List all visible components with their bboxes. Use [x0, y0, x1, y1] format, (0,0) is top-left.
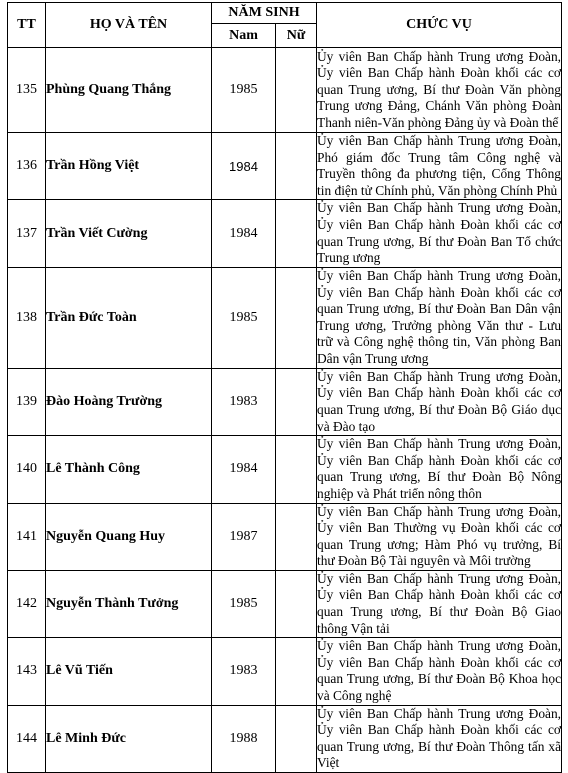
birth-year-female — [276, 368, 317, 435]
member-position: Ủy viên Ban Chấp hành Trung ương Đoàn, Ủy viên Ban Thường vụ Đoàn khối các cơ quan Trung ương; Hàm Phó vụ trưởng, Bí thư Đoàn Bộ Tài nguyên và Môi trường — [317, 503, 562, 570]
row-number: 142 — [8, 570, 46, 637]
table-row — [8, 503, 562, 570]
header-tt: TT — [8, 3, 46, 48]
member-position: Ủy viên Ban Chấp hành Trung ương Đoàn, Ủy viên Ban Chấp hành Đoàn khối các cơ quan Trung ương, Bí thư Đoàn Bộ Nông nghiệp và Phát triển nông thôn — [317, 436, 562, 503]
birth-year-male: 1984 — [212, 133, 276, 200]
member-position: Ủy viên Ban Chấp hành Trung ương Đoàn, Ủy viên Ban Chấp hành Đoàn khối các cơ quan Trung ương, Bí thư Đoàn Bộ Giao thông Vận tải — [317, 570, 562, 637]
birth-year-male: 1985 — [212, 48, 276, 133]
table-row — [8, 368, 562, 435]
row-number: 140 — [8, 436, 46, 503]
member-position: Ủy viên Ban Chấp hành Trung ương Đoàn, Ủy viên Ban Chấp hành Đoàn khối các cơ quan Trung ương, Bí thư Đoàn Thông tấn xã Việt — [317, 705, 562, 772]
row-number: 138 — [8, 267, 46, 368]
member-position: Ủy viên Ban Chấp hành Trung ương Đoàn, Ủy viên Ban Chấp hành Đoàn khối các cơ quan Trung ương, Bí thư Đoàn Ban Dân vận Trung ương, Trưởng phòng Văn thư - Lưu trữ và Công nghệ thông tin, Văn phòng Ban Dân vận Trung ương — [317, 267, 562, 368]
birth-year-male: 1984 — [212, 200, 276, 267]
birth-year-male: 1985 — [212, 570, 276, 637]
birth-year-female — [276, 267, 317, 368]
member-position: Ủy viên Ban Chấp hành Trung ương Đoàn, Phó giám đốc Trung tâm Công nghệ và Truyền thông đa phương tiện, Cổng Thông tin điện tử Chính phủ, Văn phòng Chính Phủ — [317, 133, 562, 200]
row-number: 141 — [8, 503, 46, 570]
member-name: Lê Thành Công — [46, 436, 212, 503]
birth-year-female — [276, 133, 317, 200]
row-number: 136 — [8, 133, 46, 200]
member-position: Ủy viên Ban Chấp hành Trung ương Đoàn, Ủy viên Ban Chấp hành Đoàn khối các cơ quan Trung ương, Bí thư Đoàn Bộ Khoa học và Công nghệ — [317, 638, 562, 705]
row-number: 143 — [8, 638, 46, 705]
header-birth-year: NĂM SINH — [212, 3, 317, 24]
header-position: CHỨC VỤ — [317, 3, 562, 48]
row-number: 139 — [8, 368, 46, 435]
member-name: Trần Viết Cường — [46, 200, 212, 267]
birth-year-male: 1988 — [212, 705, 276, 772]
member-name: Phùng Quang Thắng — [46, 48, 212, 133]
member-position: Ủy viên Ban Chấp hành Trung ương Đoàn, Ủy viên Ban Chấp hành Đoàn khối các cơ quan Trung ương, Bí thư Đoàn Ban Tổ chức Trung ương — [317, 200, 562, 267]
member-name: Trần Đức Toàn — [46, 267, 212, 368]
table-row — [8, 705, 562, 772]
birth-year-female — [276, 200, 317, 267]
birth-year-male: 1983 — [212, 638, 276, 705]
birth-year-female — [276, 570, 317, 637]
row-number: 137 — [8, 200, 46, 267]
birth-year-female — [276, 503, 317, 570]
row-number: 135 — [8, 48, 46, 133]
table-row — [8, 133, 562, 200]
birth-year-female — [276, 638, 317, 705]
birth-year-male: 1984 — [212, 436, 276, 503]
member-name: Lê Vũ Tiến — [46, 638, 212, 705]
birth-year-male: 1983 — [212, 368, 276, 435]
members-table — [7, 2, 562, 773]
birth-year-female — [276, 436, 317, 503]
header-female: Nữ — [276, 24, 317, 48]
birth-year-male: 1987 — [212, 503, 276, 570]
table-row — [8, 436, 562, 503]
table-row — [8, 638, 562, 705]
member-name: Trần Hồng Việt — [46, 133, 212, 200]
member-name: Nguyễn Quang Huy — [46, 503, 212, 570]
row-number: 144 — [8, 705, 46, 772]
table-row — [8, 200, 562, 267]
table-row — [8, 570, 562, 637]
header-name: HỌ VÀ TÊN — [46, 3, 212, 48]
birth-year-male: 1985 — [212, 267, 276, 368]
birth-year-female — [276, 48, 317, 133]
member-name: Lê Minh Đức — [46, 705, 212, 772]
member-position: Ủy viên Ban Chấp hành Trung ương Đoàn, Ủy viên Ban Chấp hành Đoàn khối các cơ quan Trung ương, Bí thư Đoàn Bộ Giáo dục và Đào tạo — [317, 368, 562, 435]
member-name: Đào Hoàng Trường — [46, 368, 212, 435]
birth-year-female — [276, 705, 317, 772]
member-name: Nguyễn Thành Tưởng — [46, 570, 212, 637]
table-row — [8, 48, 562, 133]
header-male: Nam — [212, 24, 276, 48]
table-row — [8, 267, 562, 368]
member-position: Ủy viên Ban Chấp hành Trung ương Đoàn, Ủy viên Ban Chấp hành Đoàn khối các cơ quan Trung ương, Bí thư Đoàn Văn phòng Trung ương Đảng, Chánh Văn phòng Đoàn Thanh niên-Văn phòng Đảng ủy và Đoàn thể — [317, 48, 562, 133]
